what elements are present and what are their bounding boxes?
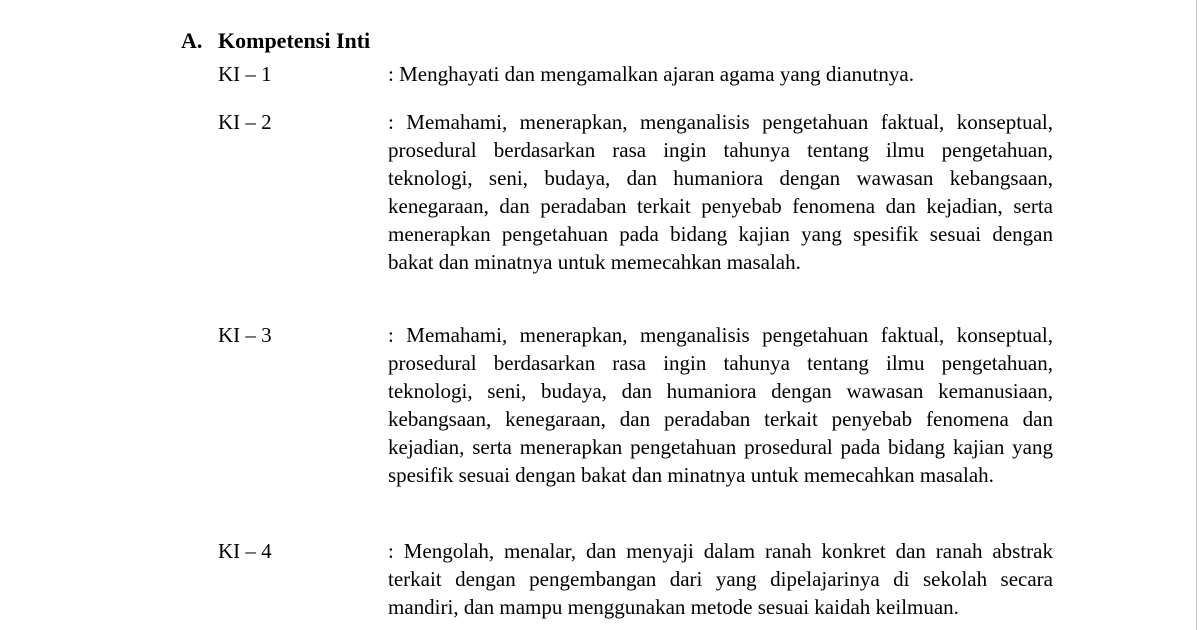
ki-1-description: : Menghayati dan mengamalkan ajaran agama yang dianutnya.	[388, 62, 914, 86]
page-edge-line	[1196, 0, 1197, 630]
ki-3-description: : Memahami, menerapkan, menganalisis pengetahuan faktual, konseptual, prosedural berdasarkan rasa ingin tahunya tentang ilmu pengetahuan, teknologi, seni, budaya, dan humaniora dengan wawasan kemanusiaan, kebangsaan, kenegaraan, dan peradaban terkait penyebab fenomena dan kejadian, serta menerapkan pengetahuan prosedural pada bidang kajian yang spesifik sesuai dengan bakat dan minatnya untuk memecahkan masalah.	[388, 323, 1053, 487]
ki-2-label: KI – 2	[218, 110, 272, 134]
ki-3-label: KI – 3	[218, 323, 272, 347]
section-heading	[181, 27, 370, 55]
ki-4-description: : Mengolah, menalar, dan menyaji dalam ranah konkret dan ranah abstrak terkait dengan pengembangan dari yang dipelajarinya di sekolah secara mandiri, dan mampu menggunakan metode sesuai kaidah keilmuan.	[388, 539, 1053, 619]
section-title: Kompetensi Inti	[218, 28, 371, 53]
ki-4-label: KI – 4	[218, 539, 272, 563]
section-letter: A.	[181, 28, 203, 53]
ki-1-label: KI – 1	[218, 62, 272, 86]
ki-2-description: : Memahami, menerapkan, menganalisis pengetahuan faktual, konseptual, prosedural berdasarkan rasa ingin tahunya tentang ilmu pengetahuan, teknologi, seni, budaya, dan humaniora dengan wawasan kebangsaan, kenegaraan, dan peradaban terkait penyebab fenomena dan kejadian, serta menerapkan pengetahuan pada bidang kajian yang spesifik sesuai dengan bakat dan minatnya untuk memecahkan masalah.	[388, 110, 1053, 274]
